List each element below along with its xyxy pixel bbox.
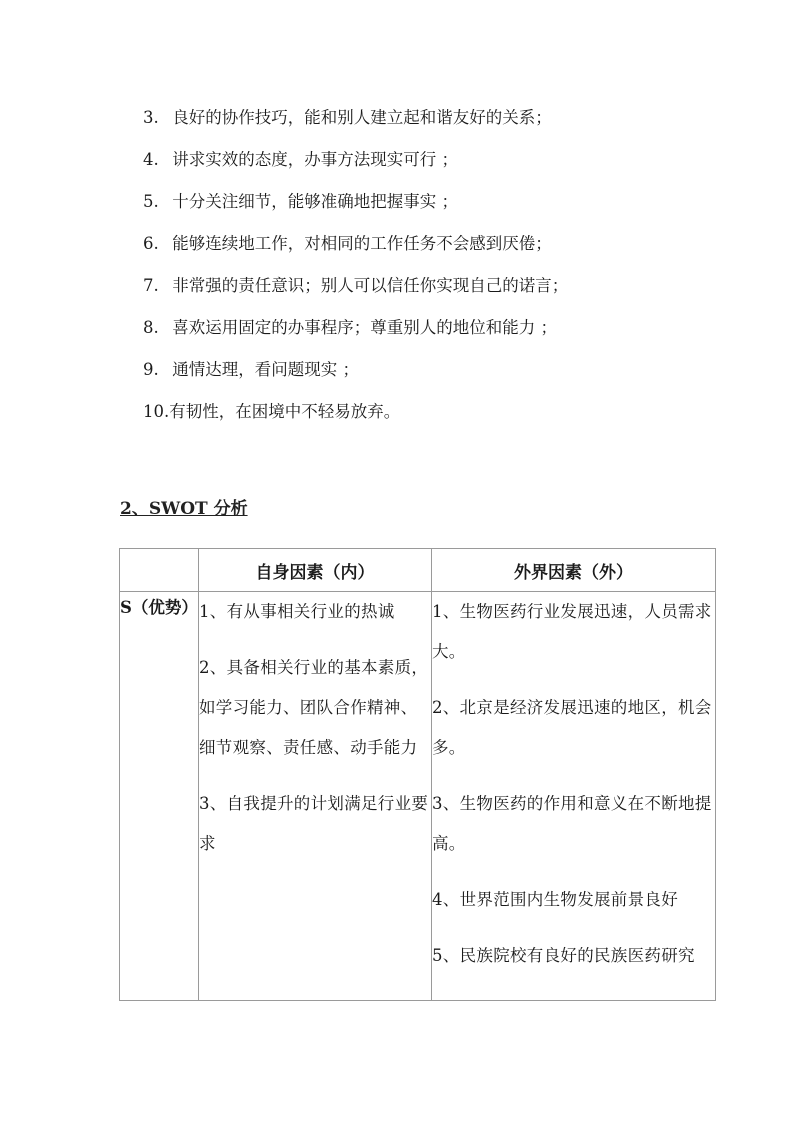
external-item: 3、生物医药的作用和意义在不断地提高。 <box>432 794 712 853</box>
section-heading: 2、SWOT 分析 <box>120 499 248 519</box>
table-header-external: 外界因素（外） <box>432 549 716 592</box>
list-item: 3. 良好的协作技巧，能和别人建立起和谐友好的关系； <box>143 108 552 127</box>
internal-factors-cell <box>199 592 432 1001</box>
swot-table <box>119 548 716 1001</box>
external-item: 4、世界范围内生物发展前景良好 <box>432 890 678 909</box>
table-header-empty <box>120 549 199 592</box>
internal-item: 1、有从事相关行业的热诚 <box>199 602 395 621</box>
table-header-internal: 自身因素（内） <box>199 549 432 592</box>
row-label-cell <box>120 592 199 1001</box>
list-item: 6. 能够连续地工作，对相同的工作任务不会感到厌倦； <box>143 234 552 253</box>
external-item: 2、北京是经济发展迅速的地区，机会多。 <box>432 698 712 757</box>
row-label-strengths: S（优势） <box>120 598 198 617</box>
table-row <box>120 592 716 1001</box>
list-item: 4. 讲求实效的态度，办事方法现实可行 ； <box>143 150 458 169</box>
list-item: 9. 通情达理，看问题现实 ； <box>143 360 359 379</box>
internal-item: 2、具备相关行业的基本素质，如学习能力、团队合作精神、细节观察、责任感、动手能力 <box>199 658 429 757</box>
list-item: 5. 十分关注细节，能够准确地把握事实 ； <box>143 192 458 211</box>
list-item: 10.有韧性，在困境中不轻易放弃。 <box>143 402 401 421</box>
list-item: 8. 喜欢运用固定的办事程序；尊重别人的地位和能力 ； <box>143 318 557 337</box>
internal-item: 3、自我提升的计划满足行业要求 <box>199 794 429 853</box>
external-item: 5、民族院校有良好的民族医药研究 <box>432 946 695 965</box>
list-item: 7. 非常强的责任意识；别人可以信任你实现自己的诺言； <box>143 276 569 295</box>
table-header-row <box>120 549 716 592</box>
traits-list <box>143 100 568 436</box>
external-factors-cell <box>432 592 716 1001</box>
external-item: 1、生物医药行业发展迅速，人员需求大。 <box>432 602 712 661</box>
